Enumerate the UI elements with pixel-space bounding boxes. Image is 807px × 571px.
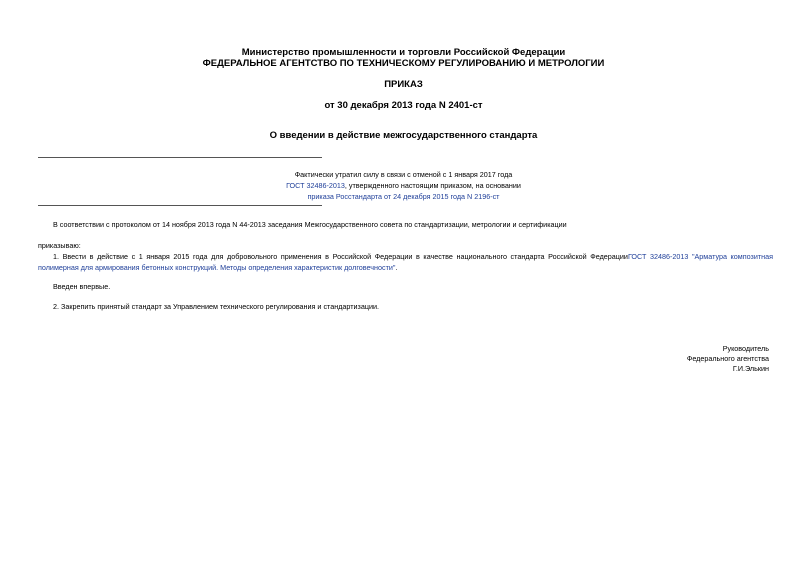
order-word: приказываю: [38, 241, 81, 250]
status-note-line3 [0, 192, 807, 201]
gost-title-link-part1[interactable]: ГОСТ 32486-2013 "Арматура композитная [627, 252, 773, 261]
ministry-heading: Министерство промышленности и торговли Российской Федерации [241, 47, 566, 58]
status-note-line2 [0, 181, 807, 190]
signature-title-1: Руководитель [722, 344, 769, 353]
gost-title-link-part2[interactable]: полимерная для армирования бетонных конструкций. Методы определения характеристик долговечности" [38, 263, 396, 272]
doc-type-heading: ПРИКАЗ [384, 79, 423, 90]
gost-link[interactable]: ГОСТ 32486-2013 [286, 181, 345, 190]
rosstandart-order-link[interactable]: приказа Росстандарта от 24 декабря 2015 года N 2196-ст [307, 192, 500, 201]
order-item-1-end: . [395, 263, 398, 272]
order-item-1-text: 1. Ввести в действие с 1 января 2015 года для добровольного применения в Российской Федерации в качестве национального стандарта Российской Федерации [53, 252, 628, 261]
divider-bottom [38, 205, 322, 206]
order-item-1-line1 [38, 251, 773, 262]
order-item-1-line2 [38, 262, 773, 273]
divider-top [38, 157, 322, 158]
agency-heading: ФЕДЕРАЛЬНОЕ АГЕНТСТВО ПО ТЕХНИЧЕСКОМУ РЕГУЛИРОВАНИЮ И МЕТРОЛОГИИ [202, 58, 605, 69]
preamble: В соответствии с протоколом от 14 ноября 2013 года N 44-2013 заседания Межгосударственного совета по стандартизации, метрологии и сертификации [53, 220, 567, 229]
date-number: от 30 декабря 2013 года N 2401-ст [324, 100, 483, 111]
order-item-2: 2. Закрепить принятый стандарт за Управлением технического регулирования и стандартизации. [53, 302, 379, 311]
signature-title-2: Федерального агентства [686, 354, 769, 363]
status-note-line1: Фактически утратил силу в связи с отменой с 1 января 2017 года [294, 170, 513, 179]
order-item-1 [38, 251, 773, 273]
signature-name: Г.И.Элькин [732, 364, 769, 373]
introduced-note: Введен впервые. [53, 282, 111, 291]
status-note-line2-text: , утвержденного настоящим приказом, на основании [344, 181, 521, 190]
document-subject: О введении в действие межгосударственного стандарта [269, 130, 538, 141]
